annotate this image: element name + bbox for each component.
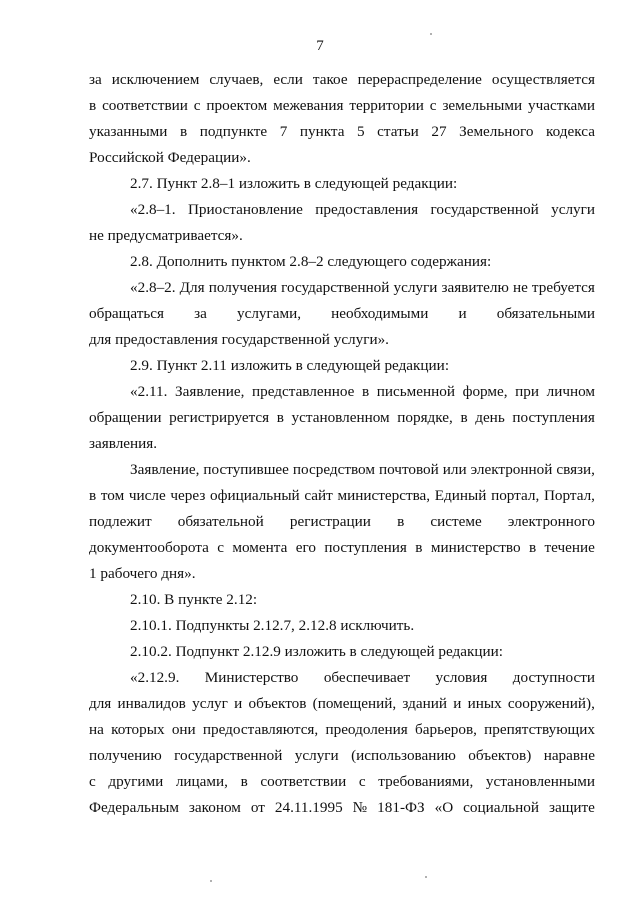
word: исключением xyxy=(111,71,200,88)
word: они xyxy=(171,721,196,738)
word: соответствии xyxy=(260,773,347,790)
word: министерство xyxy=(430,539,521,556)
word: посредством xyxy=(292,461,375,478)
word: перераспределение xyxy=(357,71,482,88)
word: обеспечивает xyxy=(323,669,411,686)
text-line: 2.8. Дополнить пунктом 2.8–2 следующего содержания: xyxy=(130,253,492,270)
word: подлежит xyxy=(89,513,152,530)
word: Федеральным xyxy=(89,799,179,816)
word: объектов xyxy=(248,695,307,712)
word: за xyxy=(194,305,207,322)
word: сооружений), xyxy=(507,695,595,712)
word: и xyxy=(458,305,467,322)
word: защите xyxy=(548,799,595,816)
word: том xyxy=(100,487,125,504)
word: официальный xyxy=(210,487,300,504)
word: государственной xyxy=(281,279,390,296)
word: не xyxy=(512,279,528,296)
text-line: 2.10. В пункте 2.12: xyxy=(130,591,258,608)
word: 24.11.1995 xyxy=(274,799,343,816)
text-line: заявления. xyxy=(89,435,158,452)
word: для xyxy=(89,695,112,712)
word: момента xyxy=(232,539,288,556)
text-line xyxy=(130,383,595,401)
word: пункта xyxy=(299,123,345,140)
word: в xyxy=(89,487,97,504)
text-line: не предусматривается». xyxy=(89,227,243,244)
word: территории xyxy=(349,97,424,114)
scan-speck xyxy=(425,876,427,878)
word: с xyxy=(429,97,437,114)
text-line xyxy=(89,409,595,427)
word: соответствии xyxy=(102,97,188,114)
word: получению xyxy=(89,747,162,764)
word: 181-ФЗ xyxy=(377,799,425,816)
word: поступившее xyxy=(203,461,289,478)
word: № xyxy=(352,799,368,816)
word: наравне xyxy=(543,747,595,764)
word: его xyxy=(295,539,316,556)
word: обязательными xyxy=(496,305,595,322)
word: осуществляется xyxy=(491,71,595,88)
word: которых xyxy=(111,721,165,738)
word: на xyxy=(89,721,104,738)
text-line xyxy=(89,487,595,505)
word: течение xyxy=(544,539,595,556)
text-line xyxy=(89,773,595,791)
word: установленном xyxy=(291,409,390,426)
word: поступления xyxy=(512,409,595,426)
word: личном xyxy=(546,383,595,400)
word: с xyxy=(89,773,96,790)
text-line: 2.7. Пункт 2.8–1 изложить в следующей редакции: xyxy=(130,175,458,192)
word: почтовой xyxy=(378,461,439,478)
word: Единый xyxy=(434,487,487,504)
word: Портал, xyxy=(543,487,595,504)
word: портал, xyxy=(491,487,540,504)
word: 5 xyxy=(357,123,365,140)
word: установленными xyxy=(485,773,595,790)
word: лицами, xyxy=(175,773,228,790)
word: в xyxy=(89,97,97,114)
word: с xyxy=(193,97,201,114)
text-line xyxy=(89,695,595,713)
text-line xyxy=(89,97,595,115)
text-line: 2.9. Пункт 2.11 изложить в следующей редакции: xyxy=(130,357,450,374)
word: препятствующих xyxy=(484,721,595,738)
word: порядке, xyxy=(397,409,453,426)
word: если xyxy=(273,71,303,88)
word: объектов) xyxy=(468,747,532,764)
text-line xyxy=(89,305,595,323)
text-line xyxy=(130,279,595,297)
word: получения xyxy=(208,279,278,296)
text-line: 2.10.1. Подпункты 2.12.7, 2.12.8 исключить. xyxy=(130,617,415,634)
text-line xyxy=(89,747,595,765)
word: услуги xyxy=(551,201,595,218)
word: барьеров, xyxy=(415,721,477,738)
text-line xyxy=(130,669,595,687)
word: указанными xyxy=(89,123,168,140)
word: подпункте xyxy=(199,123,268,140)
word: случаев, xyxy=(209,71,264,88)
word: представленное xyxy=(252,383,355,400)
text-line xyxy=(89,539,595,557)
text-line xyxy=(130,461,595,479)
word: (использованию xyxy=(351,747,456,764)
word: в xyxy=(460,409,468,426)
word: министерства, xyxy=(337,487,431,504)
word: «2.11. xyxy=(130,383,168,400)
word: услуги xyxy=(294,747,339,764)
word: числе xyxy=(128,487,166,504)
text-line xyxy=(89,799,595,817)
word: Для xyxy=(179,279,205,296)
word: Заявление, xyxy=(175,383,245,400)
word: через xyxy=(170,487,206,504)
text-line: 1 рабочего дня». xyxy=(89,565,196,582)
word: электронной xyxy=(470,461,553,478)
text-line xyxy=(89,721,595,739)
word: предоставляются, xyxy=(202,721,319,738)
word: кодекса xyxy=(546,123,595,140)
word: доступности xyxy=(512,669,595,686)
word: обращении xyxy=(89,409,162,426)
word: инвалидов xyxy=(117,695,186,712)
word: или xyxy=(442,461,467,478)
word: документооборота xyxy=(89,539,209,556)
word: Приостановление xyxy=(187,201,303,218)
word: предоставления xyxy=(315,201,419,218)
word: Министерство xyxy=(204,669,299,686)
word: социальной xyxy=(463,799,539,816)
word: сайт xyxy=(304,487,333,504)
word: необходимыми xyxy=(331,305,429,322)
text-line: для предоставления государственной услуги». xyxy=(89,331,389,348)
word: с xyxy=(358,773,366,790)
text-line xyxy=(130,201,595,219)
word: Земельного xyxy=(459,123,534,140)
word: требованиями, xyxy=(378,773,474,790)
word: «2.8–2. xyxy=(130,279,176,296)
word: государственной xyxy=(430,201,539,218)
word: в xyxy=(240,773,248,790)
word: поступления xyxy=(324,539,407,556)
word: в xyxy=(276,409,284,426)
word: проектом xyxy=(206,97,268,114)
word: обязательной xyxy=(177,513,264,530)
word: системе xyxy=(430,513,482,530)
word: и xyxy=(453,695,462,712)
word: «О xyxy=(434,799,454,816)
word: электронного xyxy=(507,513,595,530)
word: иных xyxy=(467,695,502,712)
word: услуг xyxy=(192,695,228,712)
word: в xyxy=(397,513,405,530)
word: участками xyxy=(528,97,595,114)
word: и xyxy=(234,695,243,712)
word: форме, xyxy=(462,383,508,400)
word: регистрируется xyxy=(169,409,270,426)
word: такое xyxy=(312,71,348,88)
word: межевания xyxy=(273,97,344,114)
word: в xyxy=(415,539,423,556)
word: зданий xyxy=(402,695,447,712)
word: законом xyxy=(188,799,241,816)
word: регистрации xyxy=(289,513,371,530)
word: Заявление, xyxy=(130,461,200,478)
scan-speck xyxy=(430,33,432,35)
word: день xyxy=(475,409,505,426)
word: письменной xyxy=(376,383,456,400)
word: государственной xyxy=(174,747,283,764)
word: заявителю xyxy=(441,279,509,296)
text-line: Российской Федерации». xyxy=(89,149,251,166)
scan-speck xyxy=(210,880,212,882)
word: требуется xyxy=(531,279,595,296)
text-line xyxy=(89,123,595,141)
word: «2.8–1. xyxy=(130,201,176,218)
word: земельными xyxy=(442,97,523,114)
word: 7 xyxy=(279,123,288,140)
word: в xyxy=(361,383,370,400)
word: услуги xyxy=(393,279,438,296)
word: с xyxy=(217,539,224,556)
word: «2.12.9. xyxy=(130,669,180,686)
word: услугами, xyxy=(237,305,302,322)
text-line: 2.10.2. Подпункт 2.12.9 изложить в следующей редакции: xyxy=(130,643,503,660)
word: в xyxy=(528,539,537,556)
word: (помещений, xyxy=(312,695,397,712)
word: другими xyxy=(108,773,164,790)
word: преодоления xyxy=(325,721,408,738)
word: при xyxy=(515,383,540,400)
word: в xyxy=(179,123,188,140)
word: условия xyxy=(435,669,488,686)
word: связи, xyxy=(556,461,595,478)
word: обращаться xyxy=(89,305,164,322)
word: за xyxy=(89,71,102,88)
page-number: 7 xyxy=(316,38,324,54)
text-line xyxy=(89,71,595,89)
word: от xyxy=(250,799,265,816)
word: 27 xyxy=(431,123,447,140)
text-line xyxy=(89,513,595,531)
word: статьи xyxy=(377,123,419,140)
